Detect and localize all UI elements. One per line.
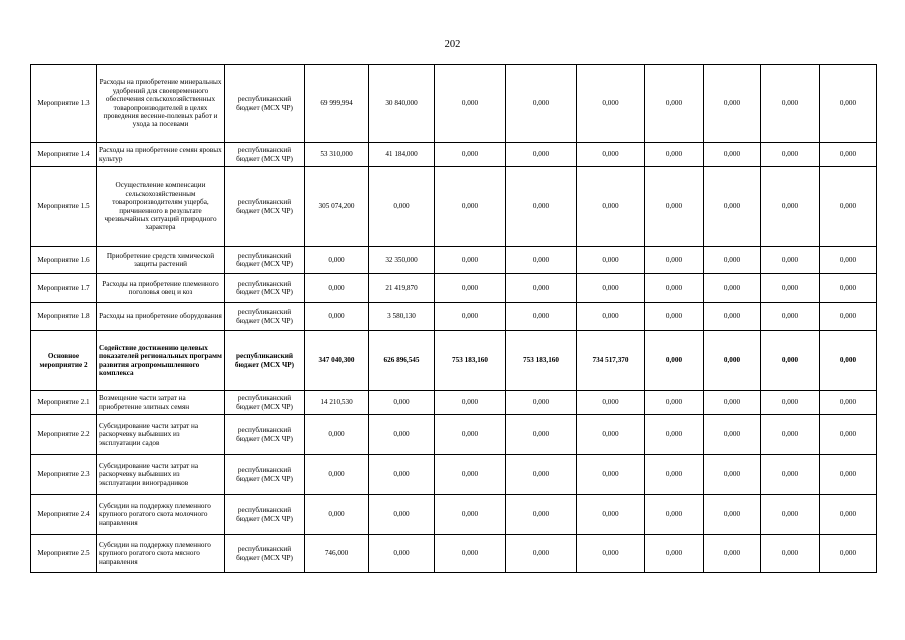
table-row bbox=[31, 143, 877, 167]
event-name-cell: Возмещение части затрат на приобретение элитных семян bbox=[97, 391, 225, 415]
amount-cell: 0,000 bbox=[435, 415, 506, 455]
amount-cell: 0,000 bbox=[761, 535, 820, 573]
amount-cell: 0,000 bbox=[704, 143, 761, 167]
amount-cell: 0,000 bbox=[506, 495, 577, 535]
amount-cell: 0,000 bbox=[577, 391, 645, 415]
amount-cell: 0,000 bbox=[506, 143, 577, 167]
amount-cell: 0,000 bbox=[704, 415, 761, 455]
amount-cell: 0,000 bbox=[305, 303, 369, 331]
amount-cell: 0,000 bbox=[820, 143, 877, 167]
amount-cell: 0,000 bbox=[704, 65, 761, 143]
event-code-cell: Мероприятие 1.7 bbox=[31, 274, 97, 303]
event-code-cell: Основное мероприятие 2 bbox=[31, 331, 97, 391]
amount-cell: 0,000 bbox=[704, 535, 761, 573]
amount-cell: 0,000 bbox=[506, 535, 577, 573]
table-row bbox=[31, 495, 877, 535]
amount-cell: 0,000 bbox=[435, 247, 506, 274]
amount-cell: 0,000 bbox=[369, 495, 435, 535]
table-row bbox=[31, 535, 877, 573]
amount-cell: 0,000 bbox=[506, 247, 577, 274]
amount-cell: 0,000 bbox=[506, 391, 577, 415]
amount-cell: 0,000 bbox=[704, 303, 761, 331]
event-name-cell: Субсидирование части затрат на раскорчевку выбывших из эксплуатации виноградников bbox=[97, 455, 225, 495]
amount-cell: 0,000 bbox=[577, 247, 645, 274]
page-number: 202 bbox=[444, 39, 461, 50]
amount-cell: 0,000 bbox=[820, 495, 877, 535]
amount-cell: 0,000 bbox=[506, 303, 577, 331]
amount-cell: 0,000 bbox=[506, 415, 577, 455]
amount-cell: 0,000 bbox=[645, 247, 704, 274]
amount-cell: 0,000 bbox=[577, 167, 645, 247]
funding-source-cell: республиканский бюджет (МСХ ЧР) bbox=[225, 65, 305, 143]
amount-cell: 32 350,000 bbox=[369, 247, 435, 274]
amount-cell: 0,000 bbox=[761, 331, 820, 391]
amount-cell: 0,000 bbox=[305, 415, 369, 455]
amount-cell: 0,000 bbox=[645, 143, 704, 167]
event-name-cell: Расходы на приобретение оборудования bbox=[97, 303, 225, 331]
amount-cell: 0,000 bbox=[761, 415, 820, 455]
amount-cell: 0,000 bbox=[435, 455, 506, 495]
amount-cell: 0,000 bbox=[820, 247, 877, 274]
event-name-cell: Субсидии на поддержку племенного крупного рогатого скота мясного направления bbox=[97, 535, 225, 573]
table-row bbox=[31, 303, 877, 331]
amount-cell: 0,000 bbox=[761, 391, 820, 415]
amount-cell: 0,000 bbox=[506, 65, 577, 143]
amount-cell: 0,000 bbox=[761, 303, 820, 331]
event-name-cell: Субсидии на поддержку племенного крупного рогатого скота молочного направления bbox=[97, 495, 225, 535]
event-code-cell: Мероприятие 1.3 bbox=[31, 65, 97, 143]
amount-cell: 0,000 bbox=[369, 415, 435, 455]
table-body bbox=[31, 65, 877, 573]
amount-cell: 0,000 bbox=[577, 495, 645, 535]
amount-cell: 753 183,160 bbox=[435, 331, 506, 391]
amount-cell: 0,000 bbox=[820, 535, 877, 573]
amount-cell: 0,000 bbox=[506, 274, 577, 303]
amount-cell: 0,000 bbox=[820, 391, 877, 415]
amount-cell: 14 210,530 bbox=[305, 391, 369, 415]
event-code-cell: Мероприятие 1.5 bbox=[31, 167, 97, 247]
amount-cell: 0,000 bbox=[761, 167, 820, 247]
funding-source-cell: республиканский бюджет (МСХ ЧР) bbox=[225, 274, 305, 303]
amount-cell: 0,000 bbox=[577, 65, 645, 143]
amount-cell: 53 310,000 bbox=[305, 143, 369, 167]
event-name-cell: Расходы на приобретение племенного поголовья овец и коз bbox=[97, 274, 225, 303]
table-row bbox=[31, 391, 877, 415]
amount-cell: 0,000 bbox=[435, 391, 506, 415]
funding-source-cell: республиканский бюджет (МСХ ЧР) bbox=[225, 415, 305, 455]
amount-cell: 0,000 bbox=[704, 391, 761, 415]
event-code-cell: Мероприятие 2.4 bbox=[31, 495, 97, 535]
amount-cell: 0,000 bbox=[435, 65, 506, 143]
amount-cell: 0,000 bbox=[435, 274, 506, 303]
amount-cell: 0,000 bbox=[761, 274, 820, 303]
amount-cell: 0,000 bbox=[369, 167, 435, 247]
amount-cell: 41 184,000 bbox=[369, 143, 435, 167]
table-row bbox=[31, 331, 877, 391]
amount-cell: 305 074,200 bbox=[305, 167, 369, 247]
amount-cell: 0,000 bbox=[820, 303, 877, 331]
event-code-cell: Мероприятие 2.2 bbox=[31, 415, 97, 455]
amount-cell: 0,000 bbox=[506, 455, 577, 495]
amount-cell: 0,000 bbox=[577, 415, 645, 455]
amount-cell: 30 840,000 bbox=[369, 65, 435, 143]
amount-cell: 0,000 bbox=[645, 415, 704, 455]
amount-cell: 0,000 bbox=[435, 535, 506, 573]
event-name-cell: Расходы на приобретение семян яровых культур bbox=[97, 143, 225, 167]
amount-cell: 0,000 bbox=[645, 274, 704, 303]
amount-cell: 0,000 bbox=[369, 535, 435, 573]
amount-cell: 0,000 bbox=[435, 143, 506, 167]
amount-cell: 0,000 bbox=[704, 247, 761, 274]
amount-cell: 0,000 bbox=[369, 391, 435, 415]
amount-cell: 0,000 bbox=[645, 65, 704, 143]
event-code-cell: Мероприятие 1.8 bbox=[31, 303, 97, 331]
amount-cell: 69 999,994 bbox=[305, 65, 369, 143]
amount-cell: 0,000 bbox=[435, 495, 506, 535]
amount-cell: 0,000 bbox=[305, 247, 369, 274]
funding-source-cell: республиканский бюджет (МСХ ЧР) bbox=[225, 391, 305, 415]
amount-cell: 0,000 bbox=[645, 331, 704, 391]
amount-cell: 0,000 bbox=[645, 495, 704, 535]
funding-source-cell: республиканский бюджет (МСХ ЧР) bbox=[225, 247, 305, 274]
amount-cell: 21 419,870 bbox=[369, 274, 435, 303]
amount-cell: 0,000 bbox=[577, 303, 645, 331]
funding-source-cell: республиканский бюджет (МСХ ЧР) bbox=[225, 331, 305, 391]
amount-cell: 347 040,300 bbox=[305, 331, 369, 391]
amount-cell: 0,000 bbox=[506, 167, 577, 247]
amount-cell: 0,000 bbox=[577, 143, 645, 167]
amount-cell: 0,000 bbox=[435, 167, 506, 247]
table-row bbox=[31, 415, 877, 455]
amount-cell: 746,000 bbox=[305, 535, 369, 573]
amount-cell: 0,000 bbox=[704, 167, 761, 247]
event-code-cell: Мероприятие 1.4 bbox=[31, 143, 97, 167]
event-name-cell: Субсидирование части затрат на раскорчевку выбывших из эксплуатации садов bbox=[97, 415, 225, 455]
amount-cell: 0,000 bbox=[369, 455, 435, 495]
amount-cell: 0,000 bbox=[820, 167, 877, 247]
amount-cell: 0,000 bbox=[820, 455, 877, 495]
amount-cell: 0,000 bbox=[645, 535, 704, 573]
amount-cell: 0,000 bbox=[820, 415, 877, 455]
funding-source-cell: республиканский бюджет (МСХ ЧР) bbox=[225, 167, 305, 247]
amount-cell: 0,000 bbox=[820, 331, 877, 391]
amount-cell: 3 580,130 bbox=[369, 303, 435, 331]
event-code-cell: Мероприятие 1.6 bbox=[31, 247, 97, 274]
amount-cell: 0,000 bbox=[435, 303, 506, 331]
amount-cell: 0,000 bbox=[645, 303, 704, 331]
amount-cell: 753 183,160 bbox=[506, 331, 577, 391]
amount-cell: 0,000 bbox=[820, 65, 877, 143]
funding-source-cell: республиканский бюджет (МСХ ЧР) bbox=[225, 455, 305, 495]
funding-source-cell: республиканский бюджет (МСХ ЧР) bbox=[225, 143, 305, 167]
amount-cell: 0,000 bbox=[704, 495, 761, 535]
table-row bbox=[31, 65, 877, 143]
amount-cell: 0,000 bbox=[761, 495, 820, 535]
amount-cell: 0,000 bbox=[820, 274, 877, 303]
amount-cell: 0,000 bbox=[577, 535, 645, 573]
amount-cell: 0,000 bbox=[761, 247, 820, 274]
amount-cell: 0,000 bbox=[645, 455, 704, 495]
event-code-cell: Мероприятие 2.5 bbox=[31, 535, 97, 573]
event-name-cell: Расходы на приобретение минеральных удобрений для своевременного обеспечения сельскохозяйственных товаропроизводителей в целях проведения весенне-полевых работ и ухода за посевами bbox=[97, 65, 225, 143]
event-name-cell: Приобретение средств химической защиты растений bbox=[97, 247, 225, 274]
event-name-cell: Осуществление компенсации сельскохозяйственным товаропроизводителям ущерба, причиненного в результате чрезвычайных ситуаций природного характера bbox=[97, 167, 225, 247]
amount-cell: 0,000 bbox=[704, 331, 761, 391]
amount-cell: 0,000 bbox=[761, 143, 820, 167]
amount-cell: 626 896,545 bbox=[369, 331, 435, 391]
amount-cell: 0,000 bbox=[761, 455, 820, 495]
amount-cell: 0,000 bbox=[761, 65, 820, 143]
table-row bbox=[31, 274, 877, 303]
table-row bbox=[31, 247, 877, 274]
amount-cell: 0,000 bbox=[704, 274, 761, 303]
funding-source-cell: республиканский бюджет (МСХ ЧР) bbox=[225, 535, 305, 573]
event-code-cell: Мероприятие 2.1 bbox=[31, 391, 97, 415]
event-name-cell: Содействие достижению целевых показателей региональных программ развития агропромышленного комплекса bbox=[97, 331, 225, 391]
amount-cell: 0,000 bbox=[305, 495, 369, 535]
amount-cell: 0,000 bbox=[305, 455, 369, 495]
funding-source-cell: республиканский бюджет (МСХ ЧР) bbox=[225, 303, 305, 331]
budget-table bbox=[30, 64, 877, 573]
amount-cell: 0,000 bbox=[577, 274, 645, 303]
funding-source-cell: республиканский бюджет (МСХ ЧР) bbox=[225, 495, 305, 535]
amount-cell: 0,000 bbox=[305, 274, 369, 303]
amount-cell: 0,000 bbox=[577, 455, 645, 495]
amount-cell: 0,000 bbox=[704, 455, 761, 495]
event-code-cell: Мероприятие 2.3 bbox=[31, 455, 97, 495]
amount-cell: 0,000 bbox=[645, 391, 704, 415]
table-row bbox=[31, 455, 877, 495]
amount-cell: 0,000 bbox=[645, 167, 704, 247]
amount-cell: 734 517,370 bbox=[577, 331, 645, 391]
table-row bbox=[31, 167, 877, 247]
